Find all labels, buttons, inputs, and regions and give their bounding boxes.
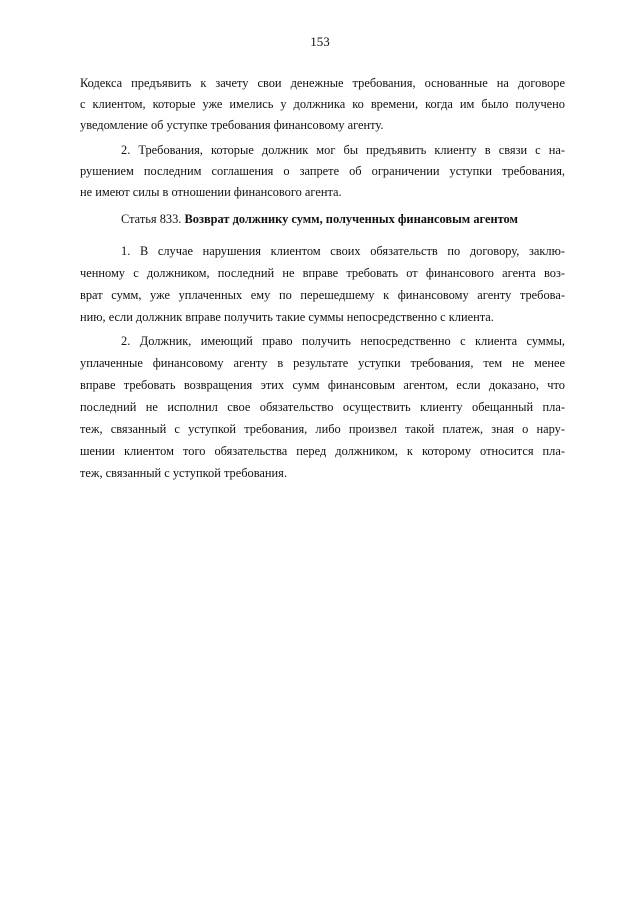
text-line: последний не исполнил свое обязательство осуществить клиенту обещанный пла- [80,400,565,414]
text-line: уплаченные финансовому агенту в результате уступки требования, тем не менее [80,356,565,370]
page-number: 153 [310,34,330,49]
text-line: рушением последним соглашения о запрете об ограничении уступки требования, [80,164,565,178]
text-line: теж, связанный с уступкой требования, либо произвел такой платеж, зная о нару- [80,422,565,436]
text-line: 2. Должник, имеющий право получить непосредственно с клиента суммы, [121,334,565,348]
text-line: 1. В случае нарушения клиентом своих обязательств по договору, заклю- [121,244,565,258]
text-line: вправе требовать возвращения этих сумм финансовым агентом, если доказано, что [80,378,565,392]
text-line: нию, если должник вправе получить такие суммы непосредственно с клиента. [80,310,494,324]
article-heading [121,211,518,227]
text-line: Кодекса предъявить к зачету свои денежные требования, основанные на договоре [80,76,565,90]
article-number: Статья 833. [121,212,182,226]
text-line: 2. Требования, которые должник мог бы предъявить клиенту в связи с на- [121,143,565,157]
article-title: Возврат должнику сумм, полученных финансовым агентом [184,212,518,226]
text-line: теж, связанный с уступкой требования. [80,466,287,480]
text-line: уведомление об уступке требования финансовому агенту. [80,118,384,132]
text-line: с клиентом, которые уже имелись у должника ко времени, когда им было получено [80,97,565,111]
text-line: ченному с должником, последний не вправе требовать от финансового агента воз- [80,266,565,280]
text-line: не имеют силы в отношении финансового агента. [80,185,342,199]
text-line: врат сумм, уже уплаченных ему по перешедшему к финансовому агенту требова- [80,288,565,302]
text-line: шении клиентом того обязательства перед должником, к которому относится пла- [80,444,565,458]
